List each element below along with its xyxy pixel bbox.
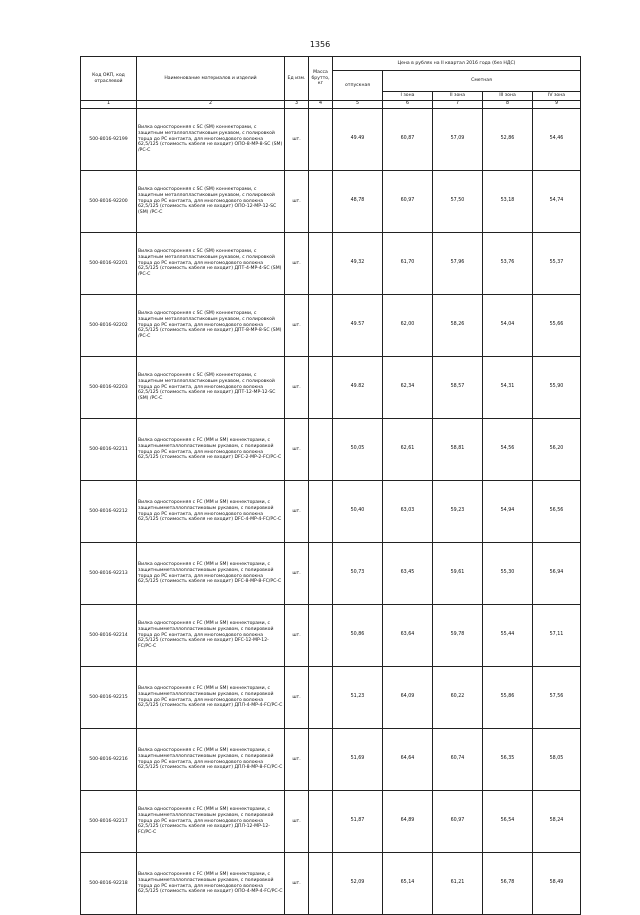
item-code: 500-8016-92218 [81,853,137,915]
table-row [81,109,581,171]
item-code: 500-8016-92216 [81,729,137,791]
table-row [81,543,581,605]
table-row [81,605,581,667]
column-number: 2 [137,101,285,109]
item-code: 500-8016-92213 [81,543,137,605]
price-zone-4: 57,11 [533,605,581,667]
item-mass [309,605,333,667]
item-mass [309,481,333,543]
price-zone-1: 64,89 [383,791,433,853]
price-zone-2: 59,78 [433,605,483,667]
price-zone-3: 54,31 [483,357,533,419]
price-zone-4: 55,37 [533,233,581,295]
item-name: Вилка односторонняя с FC (MM и SM) коннекторами, с защитнымметаллопластиковым рукавом, с полировкой торца до PC контакта, для многомодового волокна 62,5/125 (стоимость кабеля не входит) DFC-2-MP-2-FC/PC-C [137,419,285,481]
price-zone-3: 56,54 [483,791,533,853]
item-name: Вилка односторонняя с FC (MM и SM) коннекторами, с защитнымметаллопластиковым рукавом, с полировкой торца до PC контакта, для многомодового волокна 62,5/125 (стоимость кабеля не входит) ДПЛ-12-MP-12-FC/PC-C [137,791,285,853]
price-zone-2: 58,57 [433,357,483,419]
table-row [81,853,581,915]
price-zone-1: 63,64 [383,605,433,667]
price-release: 51,69 [333,729,383,791]
price-zone-2: 57,96 [433,233,483,295]
header-zone-4: IV зона [533,92,581,101]
price-zone-2: 58,81 [433,419,483,481]
item-unit: шт. [285,295,309,357]
price-release: 50,86 [333,605,383,667]
price-zone-1: 65,14 [383,853,433,915]
header-code: Код ОКП, код отраслевой [81,57,137,101]
item-code: 500-8016-92215 [81,667,137,729]
price-release: 49.82 [333,357,383,419]
price-release: 51,23 [333,667,383,729]
price-release: 51,87 [333,791,383,853]
price-zone-3: 53,76 [483,233,533,295]
page-number: 1356 [309,40,331,49]
item-mass [309,233,333,295]
price-zone-4: 56,56 [533,481,581,543]
item-unit: шт. [285,419,309,481]
price-zone-4: 58,05 [533,729,581,791]
price-zone-2: 61,21 [433,853,483,915]
price-release: 50,40 [333,481,383,543]
column-number: 1 [81,101,137,109]
price-release: 49,32 [333,233,383,295]
price-release: 48,78 [333,171,383,233]
price-zone-4: 56,20 [533,419,581,481]
price-zone-1: 60,97 [383,171,433,233]
item-name: Вилка односторонняя с FC (MM и SM) коннекторами, с защитнымметаллопластиковым рукавом, с полировкой торца до PC контакта, для многомодового волокна 62,5/125 (стоимость кабеля не входит) ДПЛ-4-MP-4-FC/PC-C [137,667,285,729]
price-zone-1: 63,45 [383,543,433,605]
item-code: 500-8016-92203 [81,357,137,419]
price-release: 49.49 [333,109,383,171]
price-zone-2: 58,26 [433,295,483,357]
item-name: Вилка односторонняя с SC (SM) коннекторами, с защитным металлопластиковым рукавом, с полировкой торца до PC контакта, для многомодового волокна 62,5/125 (стоимость кабеля не входит) ДПТ-8-MP-8-SC (SM) /PC-C [137,295,285,357]
column-number: 7 [433,101,483,109]
table-row [81,295,581,357]
item-mass [309,109,333,171]
price-zone-4: 55,66 [533,295,581,357]
item-unit: шт. [285,109,309,171]
price-zone-3: 56,35 [483,729,533,791]
header-zone-1: I зона [383,92,433,101]
item-unit: шт. [285,605,309,667]
column-number: 4 [309,101,333,109]
table-row [81,171,581,233]
column-number: 9 [533,101,581,109]
item-name: Вилка односторонняя с FC (MM и SM) коннекторами, с защитнымметаллопластиковым рукавом, с полировкой торца до PC контакта, для многомодового волокна 62,5/125 (стоимость кабеля не входит) ОПО-4-MP-4-FC/PC-C [137,853,285,915]
item-mass [309,543,333,605]
table-row [81,357,581,419]
item-unit: шт. [285,357,309,419]
item-code: 500-8016-92200 [81,171,137,233]
item-code: 500-8016-92211 [81,419,137,481]
price-zone-3: 52,86 [483,109,533,171]
header-zone-3: III зона [483,92,533,101]
header-price-group: Цена в рублях на II квартал 2016 года (без НДС) [333,57,581,71]
price-zone-4: 58,49 [533,853,581,915]
price-zone-3: 54,56 [483,419,533,481]
price-zone-2: 59,23 [433,481,483,543]
table-row [81,419,581,481]
item-name: Вилка односторонняя с SC (SM) коннекторами, с защитным металлопластиковым рукавом, с полировкой торца до PC контакта, для многомодового волокна 62,5/125 (стоимость кабеля не входит) ДПТ-4-MP-4-SC (SM) /PC-C [137,233,285,295]
item-mass [309,171,333,233]
header-estimate: Сметная [383,71,581,92]
header-release: отпускная [333,71,383,101]
price-zone-3: 56,78 [483,853,533,915]
price-zone-1: 61,70 [383,233,433,295]
item-name: Вилка односторонняя с SC (SM) коннекторами, с защитным металлопластиковым рукавом, с полировкой торца до PC контакта, для многомодового волокна 62,5/125 (стоимость кабеля не входит) ДПТ-12-MP-12-SC (SM) /PC-C [137,357,285,419]
price-zone-4: 57,56 [533,667,581,729]
header-zone-2: II зона [433,92,483,101]
item-mass [309,729,333,791]
price-zone-3: 55,86 [483,667,533,729]
price-zone-2: 57,50 [433,171,483,233]
price-release: 50,05 [333,419,383,481]
price-release: 49.57 [333,295,383,357]
item-mass [309,667,333,729]
item-code: 500-8016-92217 [81,791,137,853]
price-zone-4: 58,24 [533,791,581,853]
price-zone-2: 57,09 [433,109,483,171]
item-unit: шт. [285,481,309,543]
price-zone-2: 60,97 [433,791,483,853]
price-zone-4: 55,90 [533,357,581,419]
item-name: Вилка односторонняя с SC (SM) коннекторами, с защитным металлопластиковым рукавом, с полировкой торца до PC контакта, для многомодового волокна 62,5/125 (стоимость кабеля не входит) ОПО-8-MP-8-SC (SM) /PC-C [137,109,285,171]
item-code: 500-8016-92201 [81,233,137,295]
item-unit: шт. [285,853,309,915]
price-zone-3: 54,04 [483,295,533,357]
item-name: Вилка односторонняя с FC (MM и SM) коннекторами, с защитнымметаллопластиковым рукавом, с полировкой торца до PC контакта, для многомодового волокна 62,5/125 (стоимость кабеля не входит) DFC-4-MP-4-FC/PC-C [137,481,285,543]
header-mass: Масса брутто, кг [309,57,333,101]
price-zone-4: 54,46 [533,109,581,171]
item-name: Вилка односторонняя с SC (SM) коннекторами, с защитным металлопластиковым рукавом, с полировкой торца до PC контакта, для многомодового волокна 62,5/125 (стоимость кабеля не входит) ОПО-12-MP-12-SC (SM) /PC-C [137,171,285,233]
item-unit: шт. [285,791,309,853]
table-row [81,233,581,295]
item-unit: шт. [285,543,309,605]
table-row [81,729,581,791]
price-zone-3: 54,94 [483,481,533,543]
price-release: 50,73 [333,543,383,605]
item-mass [309,853,333,915]
column-number: 3 [285,101,309,109]
column-number: 8 [483,101,533,109]
price-zone-1: 63,03 [383,481,433,543]
price-zone-3: 55,44 [483,605,533,667]
item-code: 500-8016-92214 [81,605,137,667]
price-zone-2: 59,61 [433,543,483,605]
column-number-row [81,101,581,109]
price-table [80,56,581,915]
price-zone-1: 60,87 [383,109,433,171]
column-number: 6 [383,101,433,109]
header-unit: Ед изм. [285,57,309,101]
price-zone-1: 64,64 [383,729,433,791]
price-zone-4: 56,94 [533,543,581,605]
item-mass [309,791,333,853]
header-name: Наименование материалов и изделий [137,57,285,101]
price-zone-2: 60,74 [433,729,483,791]
item-mass [309,419,333,481]
item-mass [309,295,333,357]
price-zone-1: 62,34 [383,357,433,419]
item-unit: шт. [285,729,309,791]
column-number: 5 [333,101,383,109]
price-zone-3: 53,18 [483,171,533,233]
price-zone-1: 64,09 [383,667,433,729]
item-unit: шт. [285,233,309,295]
item-name: Вилка односторонняя с FC (MM и SM) коннекторами, с защитнымметаллопластиковым рукавом, с полировкой торца до PC контакта, для многомодового волокна 62,5/125 (стоимость кабеля не входит) ДПЛ-8-MP-8-FC/PC-C [137,729,285,791]
table-row [81,791,581,853]
price-release: 52,09 [333,853,383,915]
item-code: 500-8016-92212 [81,481,137,543]
table-row [81,667,581,729]
price-zone-4: 54,74 [533,171,581,233]
item-unit: шт. [285,171,309,233]
item-name: Вилка односторонняя с FC (MM и SM) коннекторами, с защитнымметаллопластиковым рукавом, с полировкой торца до PC контакта, для многомодового волокна 62,5/125 (стоимость кабеля не входит) DFC-8-MP-8-FC/PC-C [137,543,285,605]
table-row [81,481,581,543]
price-zone-1: 62,61 [383,419,433,481]
item-unit: шт. [285,667,309,729]
price-zone-1: 62,00 [383,295,433,357]
item-name: Вилка односторонняя с FC (MM и SM) коннекторами, с защитнымметаллопластиковым рукавом, с полировкой торца до PC контакта, для многомодового волокна 62,5/125 (стоимость кабеля не входит) DFC-12-MP-12-FC/PC-C [137,605,285,667]
price-zone-2: 60,22 [433,667,483,729]
item-mass [309,357,333,419]
item-code: 500-8016-92199 [81,109,137,171]
item-code: 500-8016-92202 [81,295,137,357]
price-zone-3: 55,30 [483,543,533,605]
